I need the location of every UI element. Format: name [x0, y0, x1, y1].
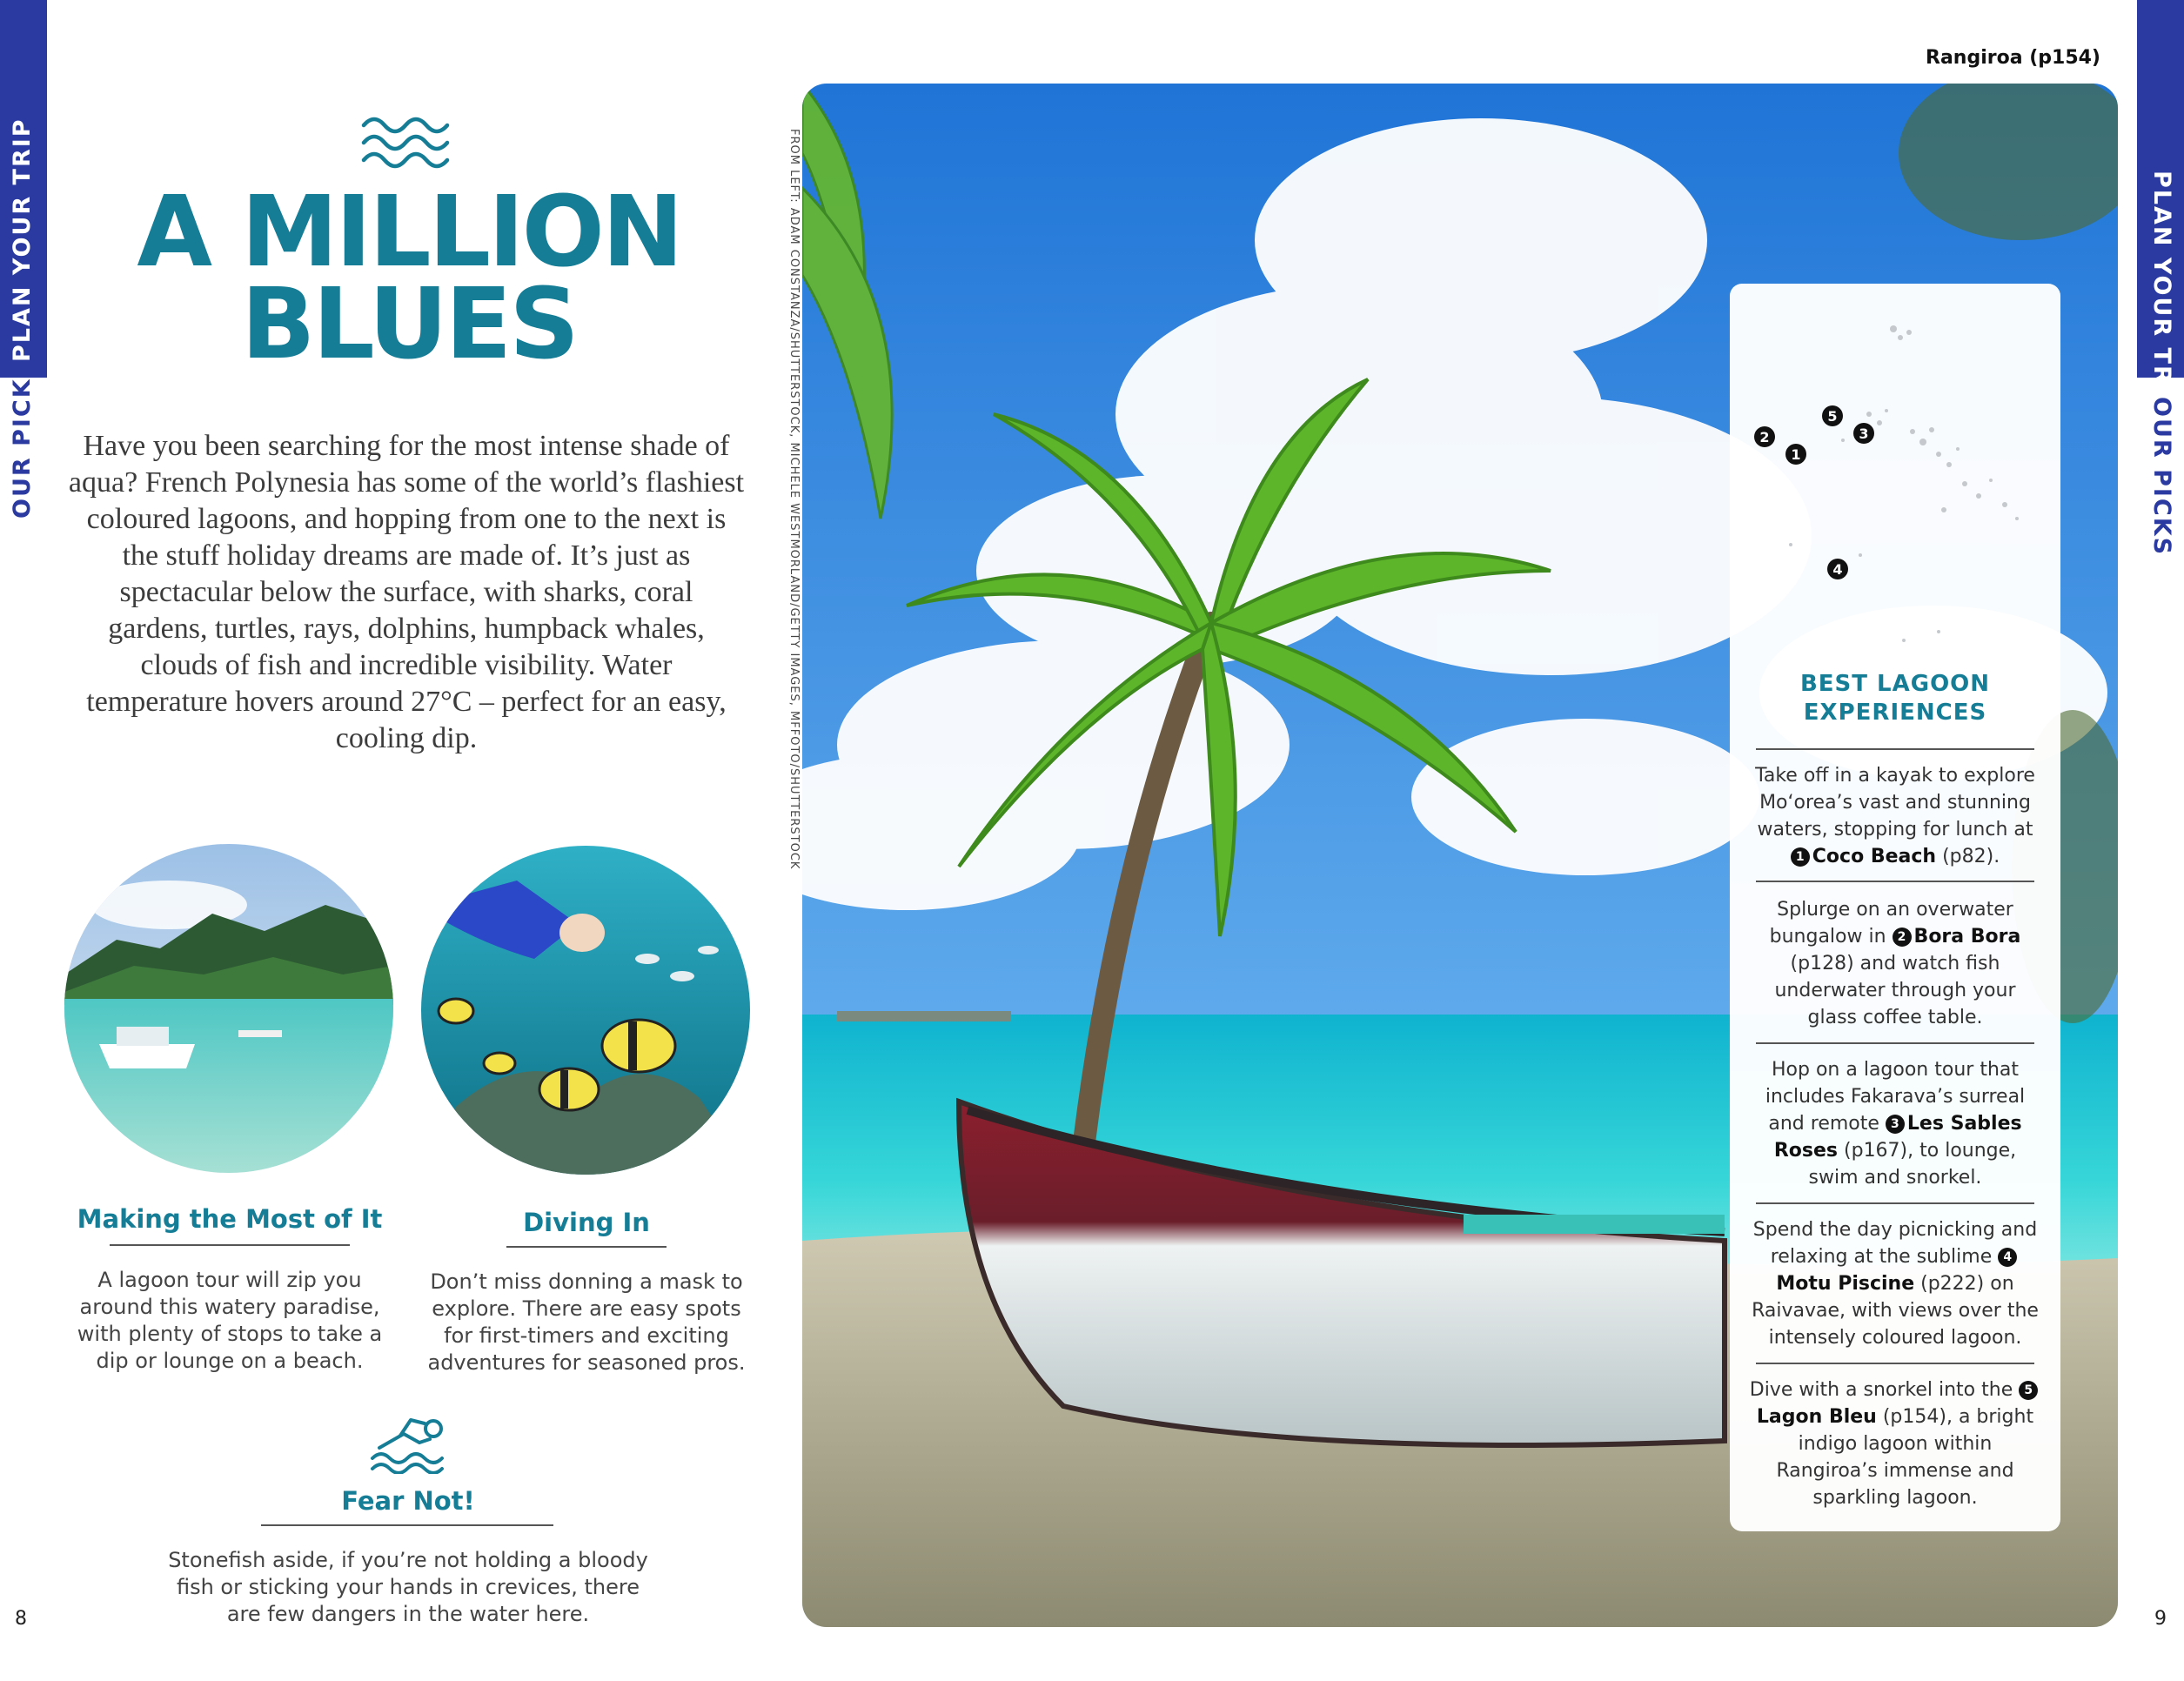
experience-place-5: Lagon Bleu: [1756, 1406, 1877, 1428]
title-line-2: BLUES: [241, 268, 577, 381]
card-heading: [1730, 670, 2060, 727]
page-number-left: 8: [15, 1608, 27, 1630]
left-tab-picks-label: OUR PICKS: [9, 358, 36, 519]
section-text-diving-in: Don’t miss donning a mask to explore. There are easy spots for first-timers and exciting adventures for seasoned pros.: [427, 1269, 746, 1375]
swimmer-icon: [369, 1413, 451, 1474]
map-marker-4: [1827, 559, 1848, 579]
experience-item-2: Splurge on an overwater bungalow in 2 Bora Bora (p128) and watch fish underwater through your glass coffee table.: [1769, 899, 2021, 1028]
card-divider: [1756, 881, 2034, 882]
section-text-fear-not: Stonefish aside, if you’re not holding a bloody fish or sticking your hands in crevices, there are few dangers in the water here.: [168, 1548, 648, 1626]
section-text-making-most: A lagoon tour will zip you around this watery paradise, with plenty of stops to take a dip or lounge on a beach.: [77, 1268, 383, 1373]
intro-paragraph: Have you been searching for the most intense shade of aqua? French Polynesia has some of the world’s flashiest coloured lagoons, and hopping from one to the next is the stuff holiday dreams are made of. It’s just as spectacular below the surface, with sharks, coral gardens, turtles, rays, dolphins, humpback whales, clouds of fish and incredible visibility. Water temperature hovers around 27°C – perfect for an easy, cooling dip.: [68, 430, 745, 754]
section-heading-diving-in: Diving In: [523, 1208, 650, 1237]
map-marker-5: [1822, 405, 1843, 426]
right-tab-plan-label: PLAN YOUR TRIP: [2148, 171, 2175, 415]
waves-icon: [360, 111, 452, 176]
experience-item-4: Spend the day picnicking and relaxing at the sublime 4Motu Piscine (p222) on Raivavae, with views over the intensely coloured lagoon.: [1752, 1219, 2039, 1349]
photo-caption: Rangiroa (p154): [1926, 47, 2100, 69]
number-badge-3: 3: [1886, 1115, 1905, 1134]
section-heading-making-most: Making the Most of It: [77, 1204, 383, 1234]
card-divider: [1756, 748, 2034, 750]
number-badge-2: 2: [1893, 928, 1912, 947]
card-divider: [1756, 1363, 2034, 1364]
best-lagoon-card: [1730, 284, 2060, 1531]
lagoon-boat-photo: [64, 844, 393, 1173]
number-badge-5: 5: [2019, 1381, 2038, 1400]
snorkeling-photo: [421, 846, 750, 1175]
section-divider: [261, 1524, 553, 1526]
map-marker-3: [1853, 423, 1874, 444]
title-line-1: A MILLION: [137, 176, 681, 289]
photo-credit-text: FROM LEFT: ADAM CONSTANZA/SHUTTERSTOCK, MICHELE WESTMORLAND/GETTY IMAGES, MFFOTO/SHUTTERSTOCK: [787, 129, 801, 870]
experience-place-4: Motu Piscine: [1776, 1273, 1915, 1295]
card-divider: [1756, 1042, 2034, 1044]
card-heading-line-1: BEST LAGOON: [1799, 671, 1991, 697]
experience-place-3: Les Sables Roses: [1773, 1113, 2022, 1162]
photo-credit: [783, 129, 801, 870]
number-badge-4: 4: [1998, 1248, 2017, 1267]
right-tab-picks-label: OUR PICKS: [2148, 397, 2175, 557]
card-heading-line-2: EXPERIENCES: [1803, 700, 1987, 726]
page-title: [131, 176, 687, 381]
svg-text:4: 4: [1832, 561, 1843, 578]
svg-text:5: 5: [1827, 408, 1838, 425]
number-badge-1: 1: [1791, 847, 1810, 867]
experience-item-3: Hop on a lagoon tour that includes Fakarava’s surreal and remote 3 Les Sables Roses (p167), to lounge, swim and snorkel.: [1765, 1059, 2026, 1189]
section-divider: [110, 1244, 350, 1246]
section-heading-fear-not: Fear Not!: [341, 1486, 475, 1516]
svg-text:3: 3: [1859, 425, 1869, 442]
svg-text:1: 1: [1791, 446, 1801, 463]
map-marker-1: [1785, 444, 1806, 465]
page-number-right: 9: [2154, 1608, 2167, 1630]
map-marker-2: [1754, 426, 1775, 447]
left-tab-plan-label: PLAN YOUR TRIP: [9, 117, 36, 362]
experience-item-1: Take off in a kayak to explore Mo‘orea’s vast and stunning waters, stopping for lunch at 1 Coco Beach (p82).: [1755, 765, 2035, 867]
experience-place-2: Bora Bora: [1913, 926, 2021, 948]
experience-place-1: Coco Beach: [1812, 846, 1937, 867]
svg-text:2: 2: [1759, 429, 1770, 445]
islands-map: [1730, 284, 2060, 666]
section-divider: [506, 1246, 667, 1248]
card-divider: [1756, 1202, 2034, 1204]
experience-item-5: Dive with a snorkel into the 5Lagon Bleu (p154), a bright indigo lagoon within Rangiroa’s immense and sparkling lagoon.: [1749, 1376, 2041, 1511]
